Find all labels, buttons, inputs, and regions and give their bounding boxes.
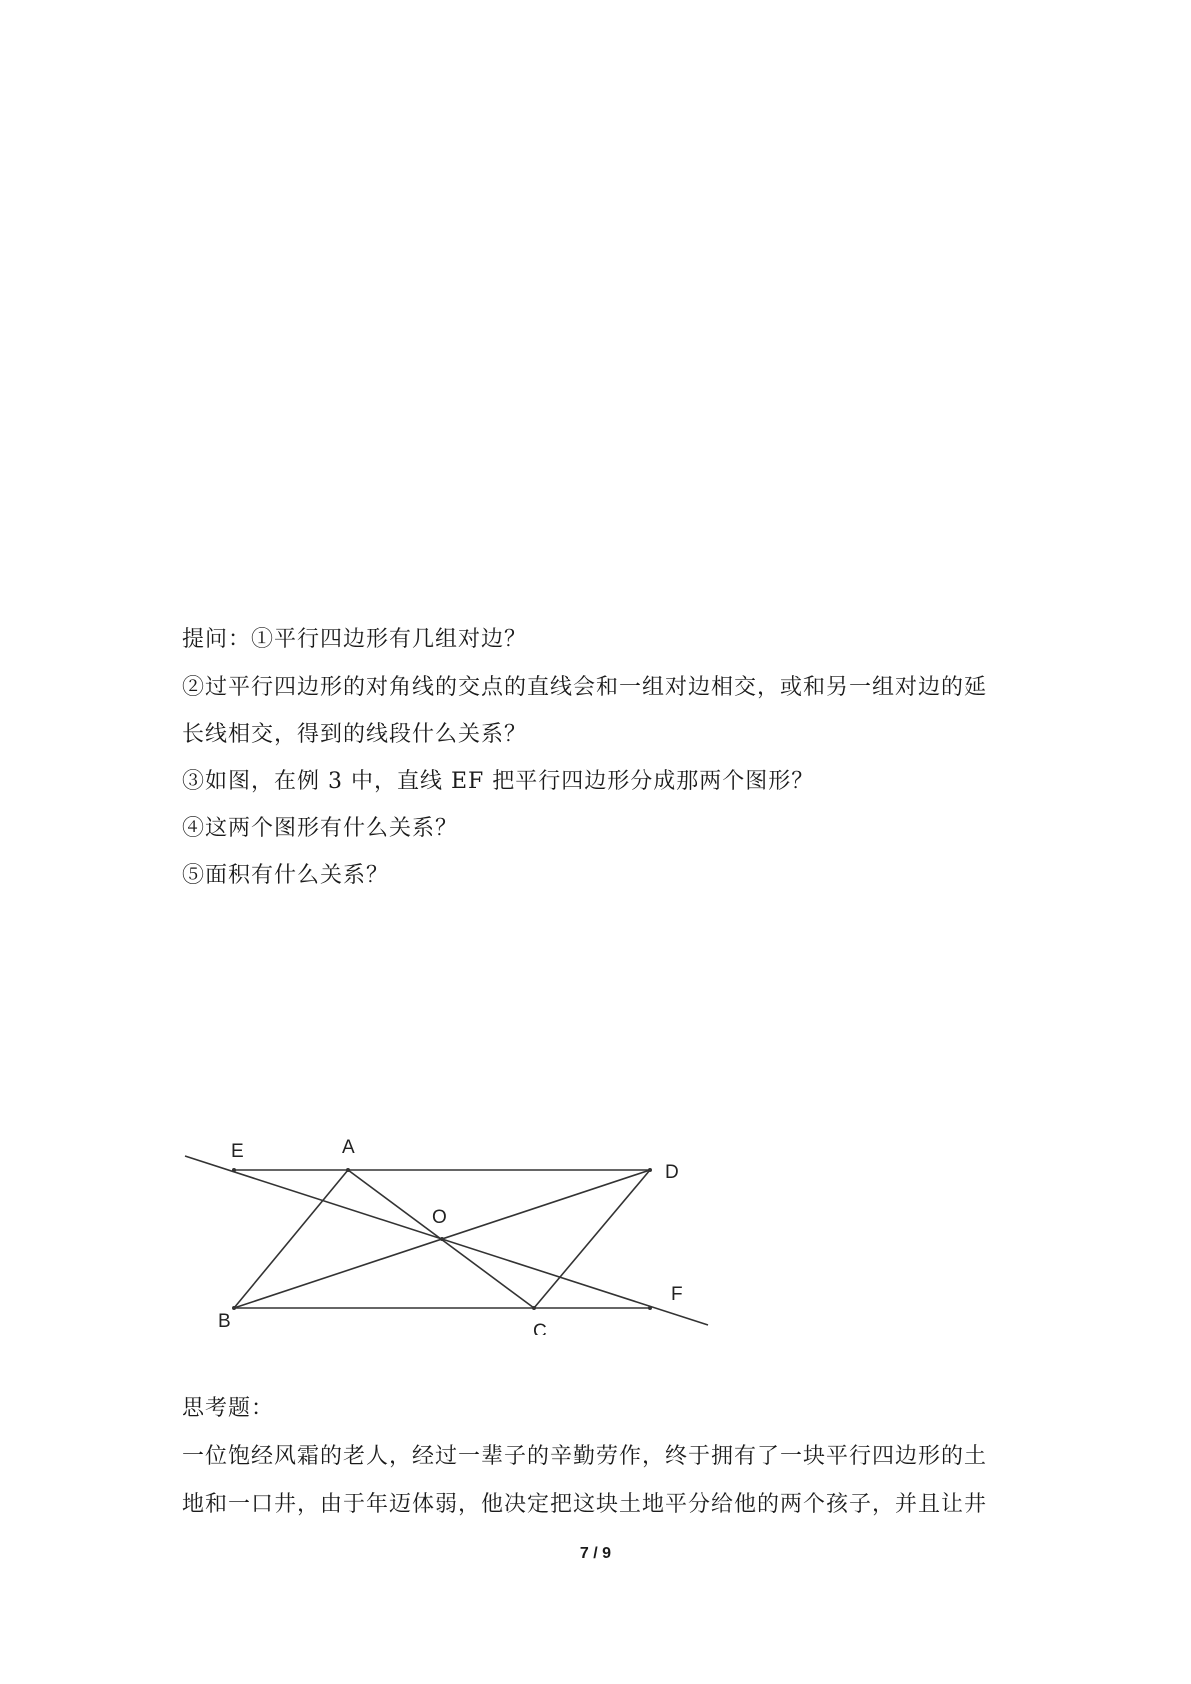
point-e <box>232 1168 236 1172</box>
question-2-line-2: 长线相交，得到的线段什么关系？ <box>182 722 528 747</box>
question-1: 提问：①平行四边形有几组对边？ <box>182 627 528 652</box>
parallelogram-figure <box>175 1090 715 1335</box>
point-d <box>648 1168 652 1172</box>
thinking-line-2: 地和一口井，由于年迈体弱，他决定把这块土地平分给他的两个孩子，并且让井 <box>182 1492 988 1517</box>
line-ef <box>185 1156 708 1325</box>
point-o <box>440 1237 444 1241</box>
label-b: B <box>218 1311 231 1332</box>
label-a: A <box>342 1137 355 1158</box>
label-f: F <box>671 1284 683 1305</box>
question-4: ④这两个图形有什么关系？ <box>182 816 459 841</box>
label-c: C <box>533 1321 547 1335</box>
thinking-heading: 思考题： <box>182 1396 275 1421</box>
question-2-line-1: ②过平行四边形的对角线的交点的直线会和一组对边相交，或和另一组对边的延 <box>182 675 988 700</box>
label-e: E <box>231 1141 244 1162</box>
label-o: O <box>432 1207 447 1228</box>
point-c <box>532 1306 536 1310</box>
label-d: D <box>665 1162 679 1183</box>
point-a <box>346 1168 350 1172</box>
question-5: ⑤面积有什么关系？ <box>182 863 390 888</box>
question-3: ③如图，在例 3 中，直线 EF 把平行四边形分成那两个图形？ <box>182 769 815 794</box>
point-f <box>648 1306 652 1310</box>
parallelogram-diagram <box>175 1090 715 1335</box>
point-b <box>232 1306 236 1310</box>
thinking-line-1: 一位饱经风霜的老人，经过一辈子的辛勤劳作，终于拥有了一块平行四边形的土 <box>182 1444 988 1469</box>
page-number: 7 / 9 <box>579 1545 612 1562</box>
